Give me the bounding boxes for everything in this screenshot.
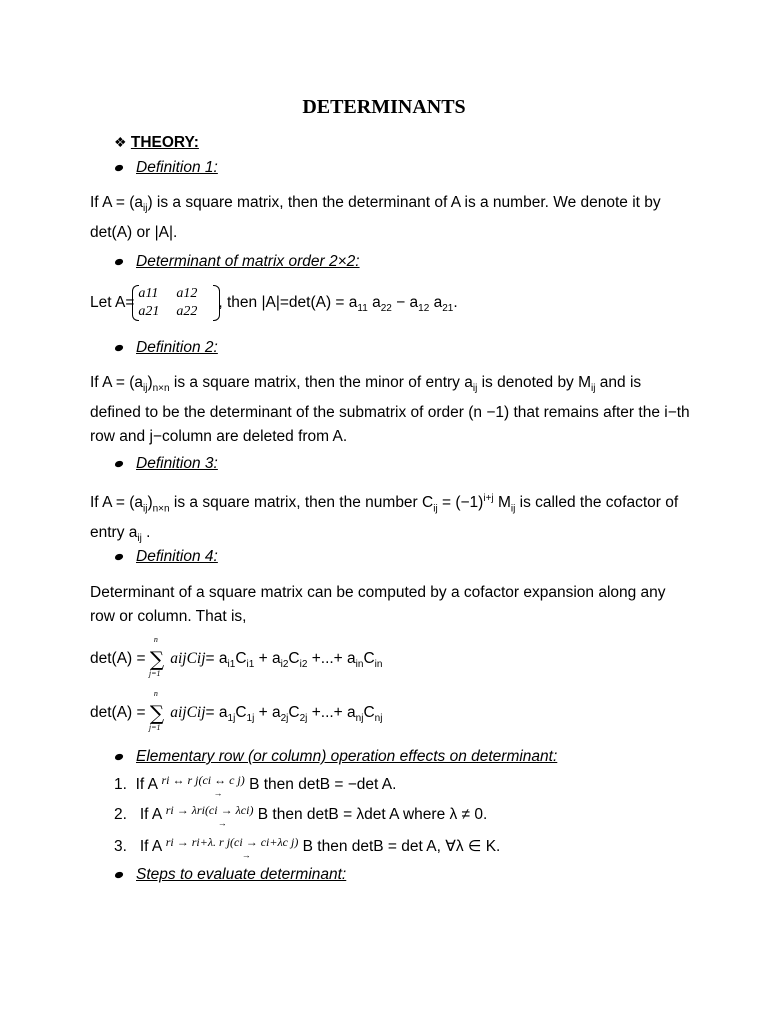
determinant-2x2-formula: Let A= a11 a12 a21 a22 , then $|A|=\det(A) = a_{11}$ $a_{22} - a_{12}$ $a_{21}$. [90, 286, 458, 319]
sum-symbol: n ∑ j=1 [148, 689, 165, 732]
bullet-icon [114, 871, 124, 880]
cofactor-row-expansion: det(A) = n ∑ j=1 aijCij= $a_{i1}C_{i1} + a_{i2}C_{i2}$ +...+ $a_{in}C_{in}$ [90, 635, 383, 678]
elementary-item-1: 1. If A $^{ri \leftrightarrow r j(ci \leftrightarrow c j)}$ → B then detB = −det A. [114, 773, 397, 798]
definition-2-heading: Definition 2: [116, 339, 218, 357]
steps-heading: Steps to evaluate determinant: [116, 866, 346, 884]
elementary-item-3: 3. If A $^{ri \to ri+\lambda. r j(ci \to ci+\lambda c j)}$ → B then detB = det A, ∀λ ∈ K. [114, 835, 501, 860]
theory-label: THEORY: [130, 134, 199, 151]
cofactor-column-expansion: det(A) = n ∑ j=1 aijCij= $a_{1j}C_{1j} + a_{2j}C_{2j}$ +...+ $a_{nj}C_{nj}$ [90, 689, 383, 732]
elementary-item-2: 2. If A $^{ri \to \lambda ri(ci \to \lambda ci)}$ → B then detB = λdet A where λ ≠ 0. [114, 803, 488, 828]
elementary-operations-heading: Elementary row (or column) operation effects on determinant: [116, 748, 557, 766]
bullet-icon [114, 258, 124, 267]
definition-3-heading: Definition 3: [116, 455, 218, 473]
theory-heading [114, 134, 199, 152]
bullet-icon [114, 460, 124, 469]
definition-3-text: If $A = (a_{ij})_{n\times n}$ is a square matrix, then the number $C_{ij} = (-1)^{i+j}$ $M_{ij}$ is called the cofactor of entry $a_{ij}$ . [90, 493, 679, 545]
definition-1-heading: Definition 1: [116, 159, 218, 177]
bullet-icon [114, 164, 124, 173]
sum-symbol: n ∑ j=1 [148, 635, 165, 678]
matrix-2x2: a11 a12 a21 a22 [134, 285, 218, 321]
determinant-2x2-heading: Determinant of matrix order 2×2: [116, 253, 360, 271]
definition-4-heading: Definition 4: [116, 548, 218, 566]
bullet-icon [114, 344, 124, 353]
bullet-icon [114, 553, 124, 562]
diamond-bullet-icon: ❖ [114, 134, 127, 150]
definition-2-text: If $A = (a_{ij})_{n\times n}$ is a square matrix, then the minor of entry $a_{ij}$ is denoted by $M_{ij}$ and is defined to be the determinant of the submatrix of order (n −1) that remains after the i−th row and j−column are deleted from A. [90, 374, 690, 446]
definition-1-text: If $A = (a_{ij})$ is a square matrix, then the determinant of A is a number. We denote it by det(A) or |A|. [90, 194, 661, 242]
definition-4-text: Determinant of a square matrix can be computed by a cofactor expansion along any row or column. That is, [90, 584, 666, 625]
page-title: DETERMINANTS [302, 96, 466, 118]
bullet-icon [114, 753, 124, 762]
